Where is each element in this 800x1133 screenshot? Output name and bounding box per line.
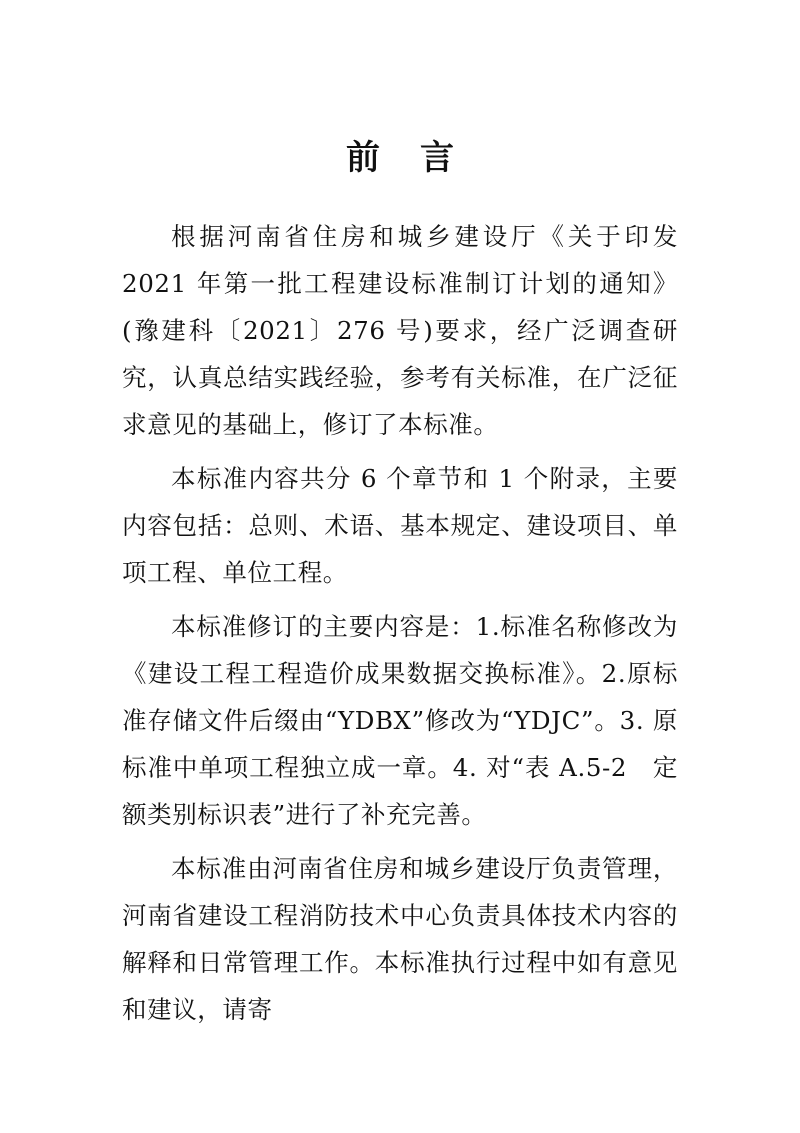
paragraph-basis: 根据河南省住房和城乡建设厅《关于印发 2021 年第一批工程建设标准制订计划的通知》(豫建科〔2021〕276 号)要求，经广泛调查研究，认真总结实践经验，参考有关标准，在广泛征求意见的基础上，修订了本标准。 [122, 222, 678, 439]
title-char-2: 言 [420, 138, 454, 178]
paragraph-management: 本标准由河南省住房和城乡建设厅负责管理，河南省建设工程消防技术中心负责具体技术内容的解释和日常管理工作。本标准执行过程中如有意见和建议，请寄 [122, 854, 678, 1024]
paragraph-contents: 本标准内容共分 6 个章节和 1 个附录，主要内容包括：总则、术语、基本规定、建设项目、单项工程、单位工程。 [122, 464, 678, 587]
paragraph-revisions: 本标准修订的主要内容是：1.标准名称修改为《建设工程工程造价成果数据交换标准》。2.原标准存储文件后缀由“YDBX”修改为“YDJC”。3. 原标准中单项工程独立成一章。4. 对“表 A.5-2 定额类别标识表”进行了补充完善。 [122, 612, 678, 829]
title-char-1: 前 [346, 138, 380, 178]
page-title [0, 136, 800, 180]
preface-body [122, 213, 678, 1033]
